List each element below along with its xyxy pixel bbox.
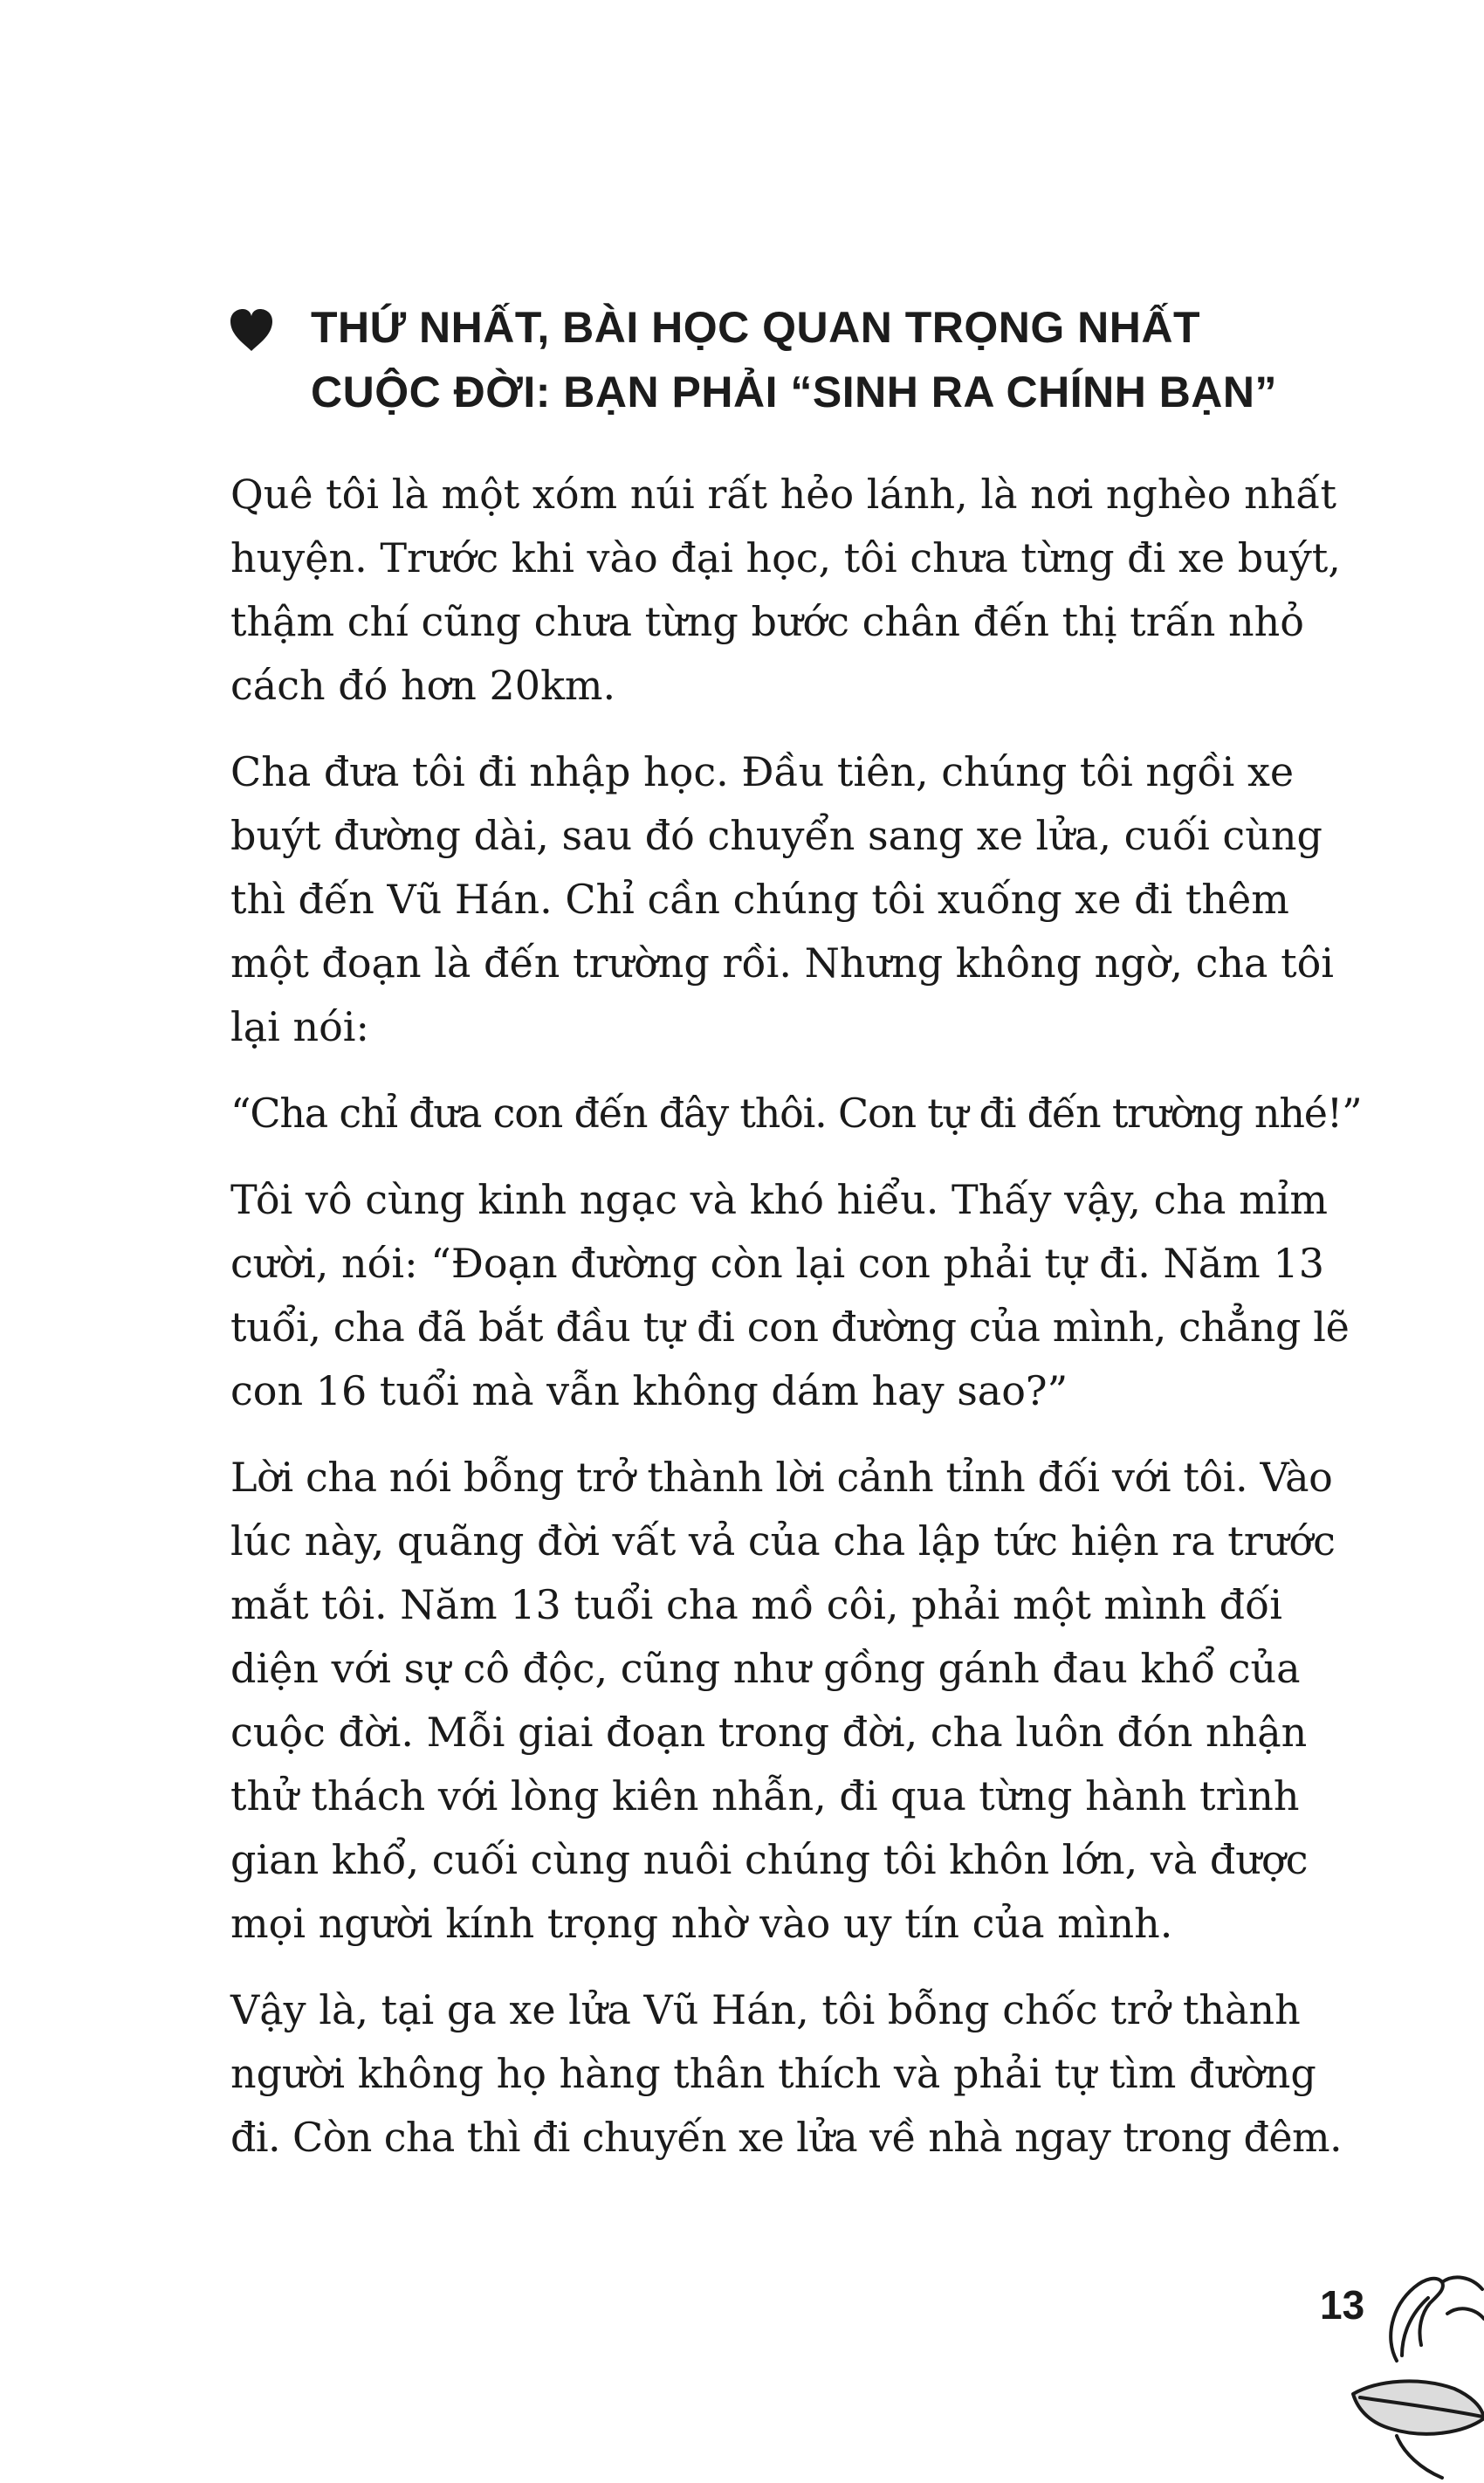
text-line: mắt tôi. Năm 13 tuổi cha mồ côi, phải một mình đối bbox=[230, 1581, 1282, 1628]
text-line: thử thách với lòng kiên nhẫn, đi qua từng hành trình bbox=[230, 1772, 1300, 1819]
text-line: cười, nói: “Đoạn đường còn lại con phải tự đi. Năm 13 bbox=[230, 1240, 1324, 1287]
text-line: một đoạn là đến trường rồi. Nhưng không ngờ, cha tôi bbox=[230, 939, 1334, 987]
text-line: thậm chí cũng chưa từng bước chân đến thị trấn nhỏ bbox=[230, 598, 1304, 645]
heading-line: THỨ NHẤT, BÀI HỌC QUAN TRỌNG NHẤT bbox=[311, 303, 1201, 352]
text-line: tuổi, cha đã bắt đầu tự đi con đường của mình, chẳng lẽ bbox=[230, 1303, 1350, 1351]
heading-text bbox=[311, 295, 1341, 424]
text-line: Tôi vô cùng kinh ngạc và khó hiểu. Thấy vậy, cha mỉm bbox=[230, 1176, 1329, 1223]
heart-icon bbox=[225, 304, 278, 356]
text-line: cuộc đời. Mỗi giai đoạn trong đời, cha luôn đón nhận bbox=[230, 1709, 1308, 1756]
text-line: lúc này, quãng đời vất vả của cha lập tức hiện ra trước bbox=[230, 1517, 1336, 1565]
body-text bbox=[230, 463, 1362, 2192]
text-line: lại nói: bbox=[230, 1003, 370, 1050]
paragraph bbox=[230, 1168, 1350, 1423]
text-line: thì đến Vũ Hán. Chỉ cần chúng tôi xuống xe đi thêm bbox=[230, 876, 1289, 923]
text-line: “Cha chỉ đưa con đến đây thôi. Con tự đi đến trường nhé!” bbox=[230, 1090, 1362, 1137]
text-line: đi. Còn cha thì đi chuyến xe lửa về nhà ngay trong đêm. bbox=[230, 2114, 1343, 2161]
text-line: cách đó hơn 20km. bbox=[230, 662, 616, 709]
text-line: gian khổ, cuối cùng nuôi chúng tôi khôn lớn, và được bbox=[230, 1836, 1309, 1883]
text-line: Quê tôi là một xóm núi rất hẻo lánh, là nơi nghèo nhất bbox=[230, 471, 1336, 518]
paragraph bbox=[230, 1082, 1362, 1145]
text-line: huyện. Trước khi vào đại học, tôi chưa từng đi xe buýt, bbox=[230, 534, 1341, 581]
text-line: buýt đường dài, sau đó chuyển sang xe lửa, cuối cùng bbox=[230, 812, 1323, 859]
text-line: diện với sự cô độc, cũng như gồng gánh đau khổ của bbox=[230, 1645, 1301, 1692]
paragraph bbox=[230, 1446, 1336, 1956]
leaf-ornament-icon bbox=[1351, 2258, 1484, 2483]
text-line: mọi người kính trọng nhờ vào uy tín của mình. bbox=[230, 1900, 1173, 1947]
heading-line: CUỘC ĐỜI: BẠN PHẢI “SINH RA CHÍNH BẠN” bbox=[311, 368, 1278, 416]
paragraph bbox=[230, 1978, 1343, 2170]
page-number: 13 bbox=[1320, 2282, 1365, 2328]
text-line: người không họ hàng thân thích và phải tự tìm đường bbox=[230, 2050, 1316, 2097]
text-line: con 16 tuổi mà vẫn không dám hay sao?” bbox=[230, 1367, 1068, 1414]
text-line: Vậy là, tại ga xe lửa Vũ Hán, tôi bỗng chốc trở thành bbox=[230, 1986, 1301, 2033]
text-line: Cha đưa tôi đi nhập học. Đầu tiên, chúng tôi ngồi xe bbox=[230, 748, 1295, 795]
text-line: Lời cha nói bỗng trở thành lời cảnh tỉnh đối với tôi. Vào bbox=[230, 1454, 1333, 1501]
paragraph bbox=[230, 740, 1334, 1059]
paragraph bbox=[230, 463, 1341, 718]
